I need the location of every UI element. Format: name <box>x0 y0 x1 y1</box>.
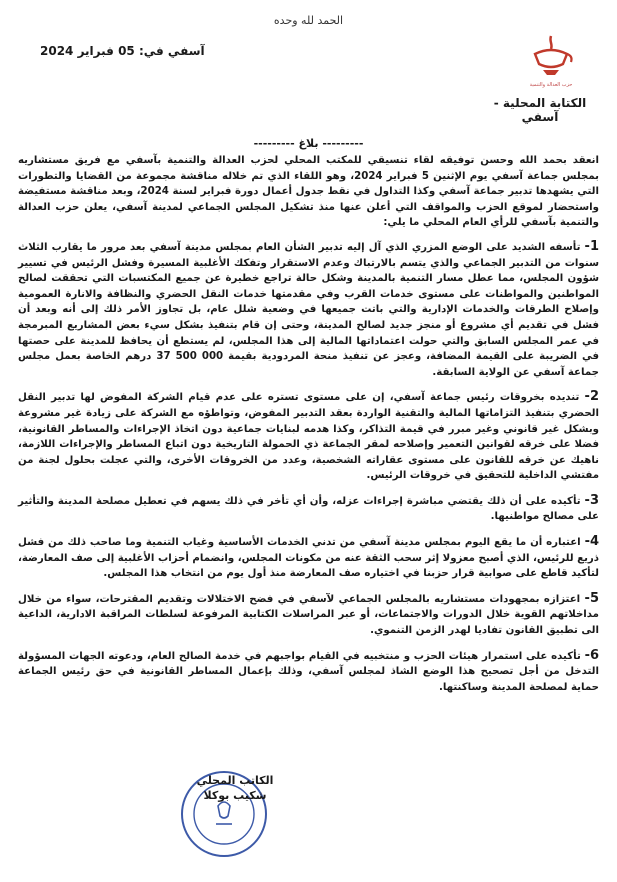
item-number: 1- <box>584 238 599 254</box>
item-text: اعتزازه بمجهودات مستشاريه بالمجلس الجماعي لآسفي في فضح الاختلالات وتقديم المقترحات، سواء من خلال مداخلاتهم القوية خلال الدورات والاجتماعات، أو عبر المراسلات الكتابية المرفوعة لسلطات المراقبة الادارية، الداعية الى تطبيق القانون تفاديا لهدر الزمن التنموي. <box>18 593 599 637</box>
item-number: 5- <box>584 590 599 606</box>
statement-item <box>18 648 599 696</box>
item-text: تأسفه الشديد على الوضع المزري الذي آل إليه تدبير الشأن العام بمجلس مدينة آسفي بعد مرور ما يقارب الثلاث سنوات من التدبير الجماعي والذي يتسم بالارتباك وعدم الاستقرار وتفكك الأغلبية المسيرة وفشل الرئيس في تسيير شؤون المجلس، مما عطل مسار التنمية بالمدينة وشكل حالة تراجع خطيرة عن جميع المكتسبات التي تحققت لصالح المواطنين والمواطنات على مستوى خدمات القرب وفي مقدمتها خدمات النقل الحضري والنظافة والانارة العمومية وإصلاح الطرقات والخدمات الإدارية والتي باتت جميعها في وضعية شلل عام، بل تجاوز الأمر ذلك إلى أنه وبعد أن فشل في تقديم أي مشروع أو منجز جديد لصالح المدينة، وحتى إن قام بتنفيذ بشكل سيء بعض المشاريع المبرمجة في عمر المجلس السابق والتي حولت اعتماداتها المالية إلى هذا المجلس، لم يستطع أن يحافظ للمدينة على حصتها في الضريبة على القيمة المضافة، وعجز عن تنفيذ منحة المردودية بقيمة 000 500 37 درهم الخاصة بعمل مجلس جماعة آسفي عن الولاية السابقة. <box>18 241 600 378</box>
item-number: 6- <box>584 647 600 663</box>
party-logo <box>511 34 591 98</box>
item-number: 4- <box>584 534 600 550</box>
logo-caption: حزب العدالة والتنمية <box>529 82 573 88</box>
statement-item <box>18 534 599 582</box>
statement-item <box>18 389 599 484</box>
item-text: تأكيده على استمرار هيئات الحزب و منتخبيه في القيام بواجبهم في خدمة الصالح العام، ودعوته الجهات المسؤولة التدخل من أجل تصحيح هذا الوضع الشاذ لمجلس آسفي، وذلك بإعمال المساطر القانونية في حق رئيس الجماعة حماية لمصلحة المدينة وساكنتها. <box>18 650 599 693</box>
item-number: 2- <box>584 389 599 405</box>
statement-body <box>18 153 599 704</box>
item-number: 3- <box>584 492 599 508</box>
signatory-name: شكيب بوكلا <box>203 789 267 802</box>
basmala-header: الحمد لله وحده <box>273 14 344 27</box>
signatory-role: الكاتب المحلي <box>196 774 274 787</box>
intro-paragraph: انعقد بحمد الله وحسن توفيقه لقاء تنسيقي للمكتب المحلي لحزب العدالة والتنمية بآسفي مع فريق مستشاريه بمجلس جماعة آسفي يوم الإثنين 5 فبراير 2024، وهو اللقاء الذي تم خلاله مناقشة مجموعة من القضايا والتطورات التي يشهدها تدبير جماعة آسفي وكذا التداول في نقط جدول أعمال دورة فبراير لسنة 2024، وبعد مناقشة مستفيضة واستحضار لموقع الحزب والمواقف التي أعلن عنها منذ تشكيل المجلس الجماعي لمدينة آسفي، يعلن حزب العدالة والتنمية بآسفي للرأي العام المحلي ما يلي: <box>18 155 599 229</box>
statement-title: --------- بلاغ --------- <box>253 137 364 150</box>
item-text: تنديده بخروقات رئيس جماعة آسفي، إن على مستوى تستره على عدم قيام الشركة المفوض لها تدبير النقل الحضري بتنفيذ التزاماتها المالية والتقنية الواردة بعقد التدبير المفوض، وتواطؤه مع الشركة على زيادة غير مشروعة وبشكل غير قانوني وغير مبرر في قيمة التذاكر، وكذا هدمه لبنايات جماعية دون اتخاذ الإجراءات والمساطر القانونية، فضلا على خرقه لقوانين التعمير وإصلاحه لمقر الجماعة ذي الحمولة التاريخية دون اتباع المساطر والإجراءات اللازمة، ناهيك عن خرقه للقانون على مستوى عقاراته الشخصية، وعدد من الخروقات الأخرى، والتي عجلت بحلول لجنة من مفتشي الداخلية للتحقيق في خروقات الرئيس. <box>18 392 599 482</box>
statement-item <box>18 591 599 639</box>
signature-block <box>170 773 300 803</box>
lamp-logo-icon <box>527 34 575 78</box>
statement-item <box>18 493 599 525</box>
item-text: تأكيده على أن ذلك يقتضي مباشرة إجراءات عزله، وأن أي تأخر في ذلك يسهم في تعطيل مصلحة المدينة والتأثير على مصالح مواطنيها. <box>18 495 599 523</box>
document-date: آسفي في: 05 فبراير 2024 <box>40 44 205 58</box>
item-text: اعتباره أن ما يقع اليوم بمجلس مدينة آسفي من تدني الخدمات الأساسية وغياب التنمية وما صاحب ذلك من فشل ذريع للرئيس، الذي أصبح معزولا إثر سحب الثقة عنه من مكونات المجلس، وانضمام أحزاب الأغلبية إلى صف المعارضة، لتأكيد قاطع على صوابية قرار حزبنا في اختياره صف المعارضة منذ أول يوم من انتخاب هذا المجلس. <box>18 537 599 580</box>
local-secretariat-label: الكتابة المحلية - آسفي <box>493 96 587 124</box>
statement-item <box>18 239 599 380</box>
